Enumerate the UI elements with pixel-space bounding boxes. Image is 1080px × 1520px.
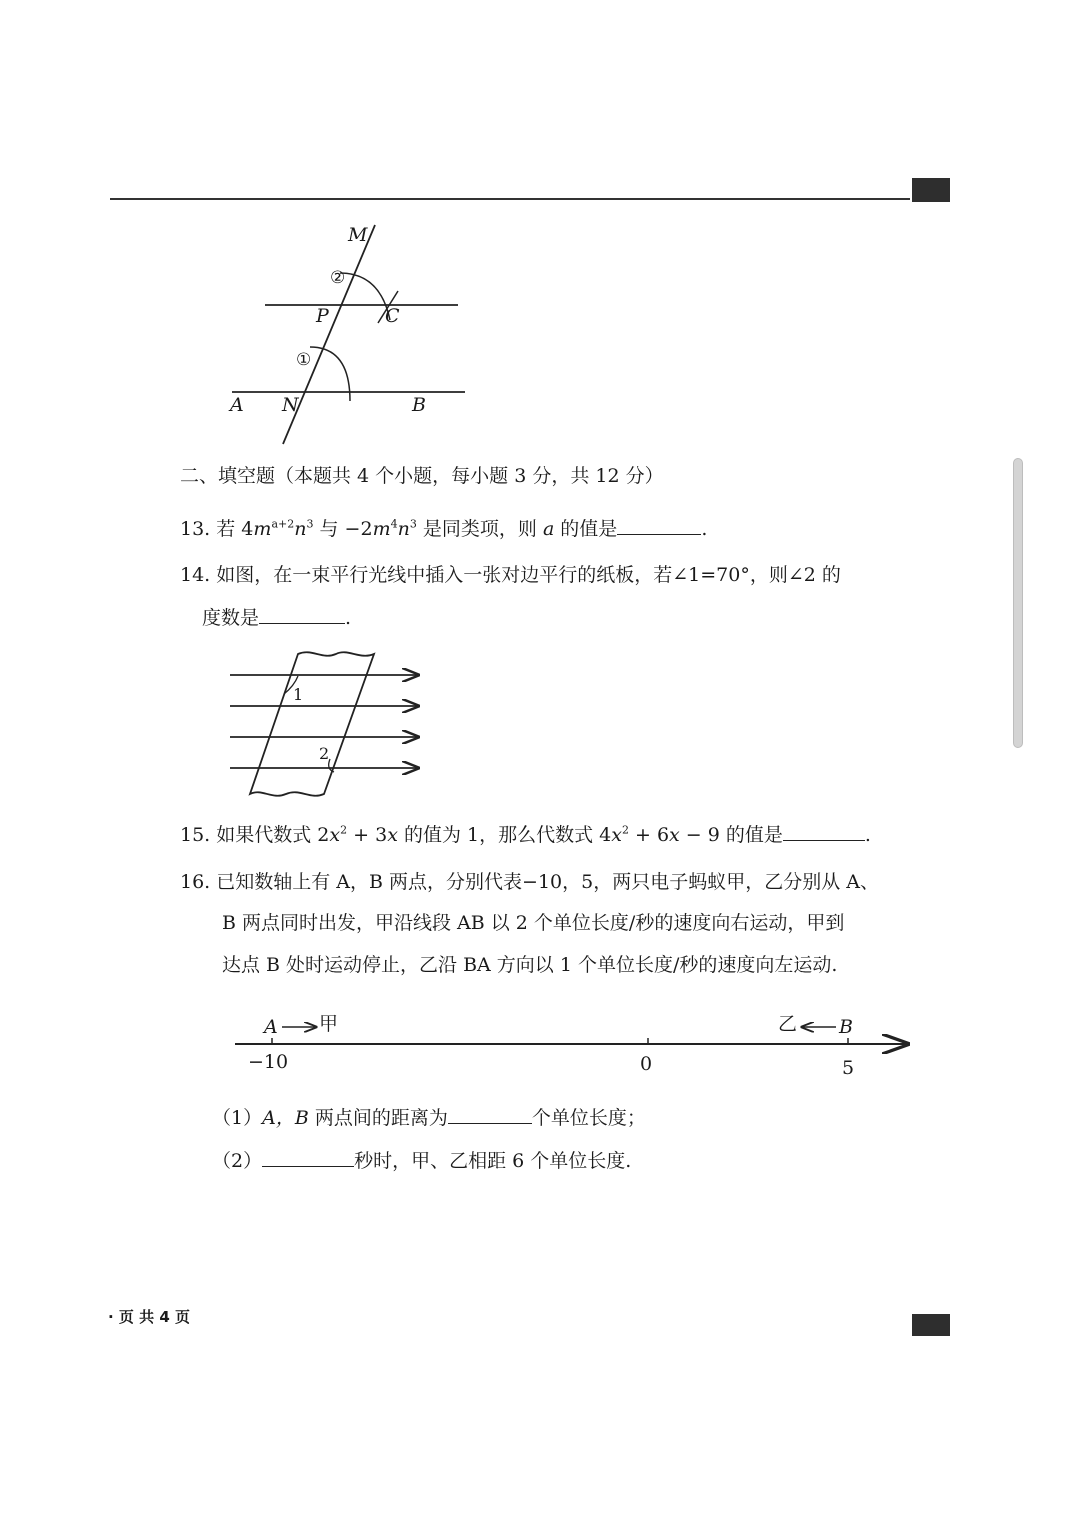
section-title: 二、填空题（本题共 4 个小题，每小题 3 分，共 12 分） <box>180 465 664 487</box>
sub-question-1: （1）A，B 两点间的距离为 个单位长度； <box>212 1107 646 1129</box>
answer-blank-16-2[interactable] <box>262 1148 354 1167</box>
point-a-label: A <box>264 1016 278 1038</box>
label-b: B <box>412 394 426 416</box>
label-c: C <box>385 305 400 327</box>
ant-jia-label: 甲 <box>319 1013 339 1035</box>
figure-light-rays <box>222 648 432 803</box>
tick-label-0: 0 <box>640 1053 653 1075</box>
question-15: 15. 如果代数式 $2x^2 + 3x$ 的值为 1，那么代数式 $4x^2 + 6x - 9$ 的值是 . <box>180 823 871 846</box>
cardboard <box>250 652 374 795</box>
question-16-line1: 16. 已知数轴上有 A，B 两点，分别代表−10，5，两只电子蚂蚁甲，乙分别从 A、 <box>180 871 879 893</box>
question-16-line3: 达点 B 处时运动停止，乙沿 BA 方向以 1 个单位长度/秒的速度向左运动. <box>222 954 838 976</box>
point-b-label: B <box>839 1016 853 1038</box>
page-footer: · 页 共 4 页 <box>108 1308 191 1326</box>
page-marker-bottom <box>912 1314 950 1336</box>
header-rule <box>110 198 910 200</box>
question-16-line2: B 两点同时出发，甲沿线段 AB 以 2 个单位长度/秒的速度向右运动，甲到 <box>222 912 845 934</box>
answer-blank-14[interactable] <box>259 605 345 624</box>
page-marker-top <box>912 178 950 202</box>
answer-blank-15[interactable] <box>783 822 865 841</box>
label-circle2: ② <box>330 268 346 288</box>
number-line <box>230 1008 920 1083</box>
tick-label-minus10: −10 <box>248 1051 289 1073</box>
arc-2 <box>340 273 390 320</box>
label-circle1: ① <box>296 350 312 370</box>
label-m: M <box>348 224 368 246</box>
scrollbar[interactable] <box>1013 458 1023 748</box>
figure-parallel-construction <box>220 215 480 450</box>
question-14-line2: 度数是 . <box>202 607 352 629</box>
label-n: N <box>282 394 299 416</box>
label-angle-2: 2 <box>319 744 330 763</box>
answer-blank-16-1[interactable] <box>448 1105 532 1124</box>
label-angle-1: 1 <box>293 685 304 704</box>
label-a: A <box>230 394 244 416</box>
question-13: 13. 若 $4m^{a+2}n^3$ 与 $-2m^4n^3$ 是同类项，则 a 的值是 . <box>180 517 708 540</box>
question-14-line1: 14. 如图，在一束平行光线中插入一张对边平行的纸板，若∠1=70°，则∠2 的 <box>180 564 841 586</box>
label-p: P <box>316 305 329 327</box>
ant-yi-label: 乙 <box>778 1013 798 1035</box>
sub-question-2: （2） 秒时，甲、乙相距 6 个单位长度. <box>212 1150 632 1172</box>
answer-blank-13[interactable] <box>617 516 701 535</box>
tick-label-5: 5 <box>842 1057 855 1079</box>
